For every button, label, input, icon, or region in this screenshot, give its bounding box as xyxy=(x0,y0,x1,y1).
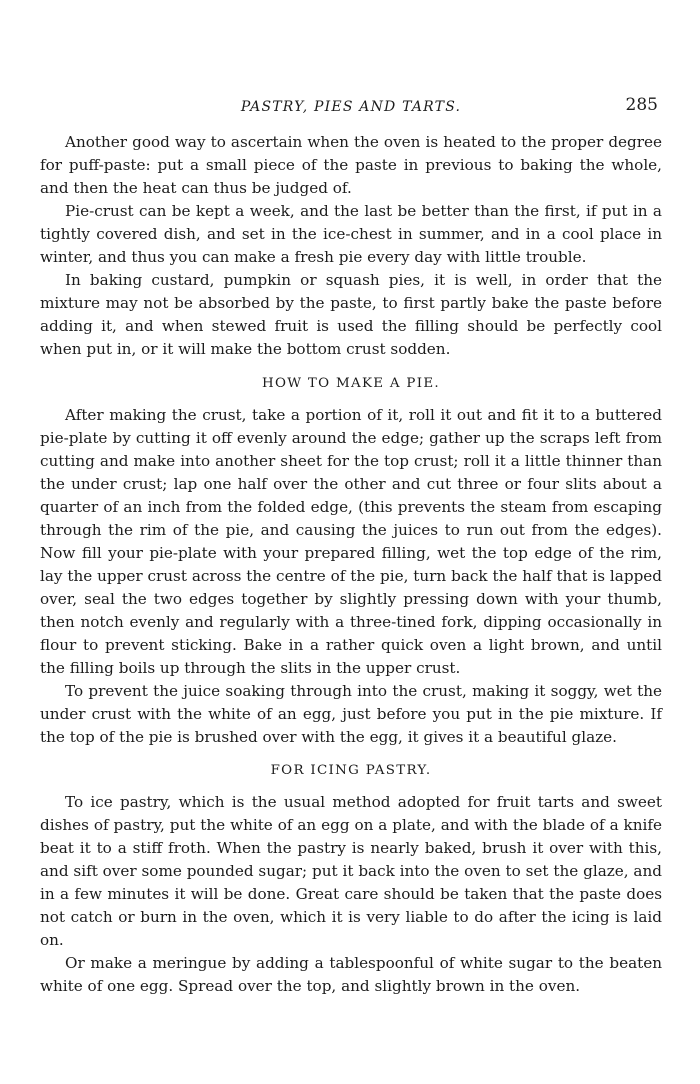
paragraph-making-pie: After making the crust, take a portion of it, roll it out and fit it to a buttered pie-plate by cutting it off evenly around the edge; gather up the scraps left from cutting and make into another sheet for the top crust; roll it a little thinner than the under crust; lap one half over the other and cut three or four slits about a quarter of an inch from the folded edge, (this prevents the steam from escaping through the rim of the pie, and causing the juices to run out from the edges). Now fill your pie-plate with your prepared filling, wet the top edge of the rim, lay the upper crust across the centre of the pie, turn back the half that is lapped over, seal the two edges together by slightly pressing down with your thumb, then notch evenly and regularly with a three-tined fork, dipping occasionally in flour to prevent sticking. Bake in a rather quick oven a light brown, and until the filling boils up through the slits in the upper crust. xyxy=(40,406,662,677)
running-header xyxy=(40,96,662,118)
paragraph-meringue: Or make a meringue by adding a tablespoonful of white sugar to the beaten white of one egg. Spread over the top, and slightly brown in the oven. xyxy=(40,954,662,995)
book-page xyxy=(40,0,662,1084)
page-number: 285 xyxy=(625,95,658,115)
paragraph-baking-custard: In baking custard, pumpkin or squash pies, it is well, in order that the mixture may not be absorbed by the paste, to first partly bake the paste before adding it, and when stewed fruit is used the filling should be perfectly cool when put in, or it will make the bottom crust sodden. xyxy=(40,271,662,358)
section-heading-for-icing-pastry: FOR ICING PASTRY. xyxy=(270,763,432,778)
section-heading-how-to-make-a-pie: HOW TO MAKE A PIE. xyxy=(262,376,440,391)
paragraph-oven-test: Another good way to ascertain when the oven is heated to the proper degree for puff-paste: put a small piece of the paste in previous to baking the whole, and then the heat can thus be judged of. xyxy=(40,133,662,197)
body-text xyxy=(40,131,662,998)
paragraph-prevent-soggy: To prevent the juice soaking through into the crust, making it soggy, wet the under crust with the white of an egg, just before you put in the pie mixture. If the top of the pie is brushed over with the egg, it gives it a beautiful glaze. xyxy=(40,682,662,746)
paragraph-icing-method: To ice pastry, which is the usual method adopted for fruit tarts and sweet dishes of pastry, put the white of an egg on a plate, and with the blade of a knife beat it to a stiff froth. When the pastry is nearly baked, brush it over with this, and sift over some pounded sugar; put it back into the oven to set the glaze, and in a few minutes it will be done. Great care should be taken that the paste does not catch or burn in the oven, which it is very liable to do after the icing is laid on. xyxy=(40,793,662,949)
paragraph-pie-crust-keeping: Pie-crust can be kept a week, and the last be better than the first, if put in a tightly covered dish, and set in the ice-chest in summer, and in a cool place in winter, and thus you can make a fresh pie every day with little trouble. xyxy=(40,202,662,266)
running-title: PASTRY, PIES AND TARTS. xyxy=(240,99,462,115)
